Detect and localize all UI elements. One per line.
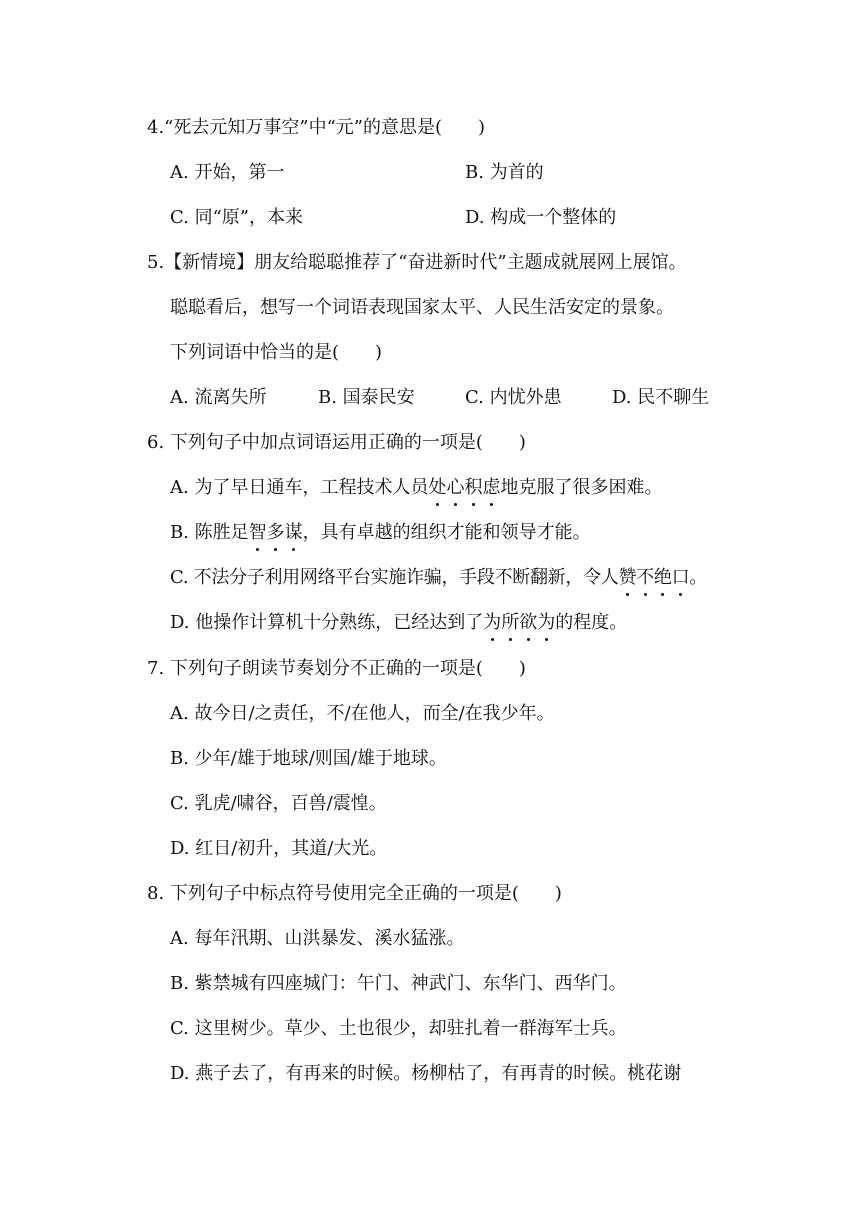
- emphasis-dotted-char: 绝: [653, 567, 672, 588]
- question-7-option-c: C. 乳虎/啸谷，百兽/震惶。: [170, 793, 387, 814]
- question-5-option-b: B. 国泰民安: [318, 387, 415, 408]
- option-text: A. 为了早日通车，工程技术人员: [170, 477, 429, 498]
- question-4-option-c: C. 同“原”，本来: [170, 207, 303, 228]
- question-7-option-a: A. 故今日/之责任，不/在他人，而全/在我少年。: [170, 703, 555, 724]
- emphasis-dotted-char: 虑: [482, 477, 501, 498]
- question-7-stem: 7. 下列句子朗读节奏划分不正确的一项是( ): [147, 658, 526, 679]
- emphasis-dotted-char: 多: [266, 522, 285, 543]
- question-5-option-d: D. 民不聊生: [612, 387, 710, 408]
- emphasis-dotted-char: 智: [248, 522, 267, 543]
- question-4-option-b: B. 为首的: [465, 162, 544, 183]
- option-text: 的程度。: [555, 612, 628, 633]
- question-5-stem-line-2: 聪聪看后，想写一个词语表现国家太平、人民生活安定的景象。: [170, 297, 674, 318]
- question-6-option-a: [170, 476, 662, 500]
- option-text: 地克服了很多困难。: [500, 477, 663, 498]
- question-5-option-c: C. 内忧外患: [465, 387, 562, 408]
- question-8-option-d: D. 燕子去了，有再来的时候。杨柳枯了，有再青的时候。桃花谢: [170, 1063, 682, 1084]
- emphasis-dotted-char: 为: [537, 612, 556, 633]
- emphasis-dotted-char: 处: [428, 477, 447, 498]
- emphasis-dotted-char: 积: [464, 477, 483, 498]
- question-7-option-d: D. 红日/初升，其道/大光。: [170, 838, 388, 859]
- option-text: B. 陈胜足: [170, 522, 249, 543]
- question-6-option-b: [170, 521, 591, 545]
- emphasis-dotted-char: 赞: [618, 567, 637, 588]
- question-8-option-a: A. 每年汛期、山洪暴发、溪水猛涨。: [170, 928, 465, 949]
- emphasis-dotted-char: 心: [446, 477, 465, 498]
- question-5-stem-line-3: 下列词语中恰当的是( ): [170, 342, 383, 363]
- option-text: 。: [689, 567, 707, 588]
- emphasis-dotted-char: 所: [501, 612, 520, 633]
- question-5-stem-line-1: 5.【新情境】朋友给聪聪推荐了“奋进新时代”主题成就展网上展馆。: [147, 252, 687, 273]
- question-6-option-c: [170, 566, 707, 590]
- emphasis-dotted-char: 口: [671, 567, 690, 588]
- question-6-option-d: [170, 611, 627, 635]
- option-text: D. 他操作计算机十分熟练，已经达到了: [170, 612, 484, 633]
- emphasis-dotted-char: 为: [483, 612, 502, 633]
- emphasis-dotted-char: 谋: [284, 522, 303, 543]
- question-8-option-c: C. 这里树少。草少、土也很少，却驻扎着一群海军士兵。: [170, 1018, 627, 1039]
- question-4-option-a: A. 开始，第一: [170, 162, 285, 183]
- question-5-option-a: A. 流离失所: [170, 387, 267, 408]
- question-8-stem: 8. 下列句子中标点符号使用完全正确的一项是( ): [147, 883, 562, 904]
- emphasis-dotted-char: 欲: [519, 612, 538, 633]
- question-4-option-d: D. 构成一个整体的: [465, 207, 617, 228]
- option-text: ，具有卓越的组织才能和领导才能。: [302, 522, 591, 543]
- question-7-option-b: B. 少年/雄于地球/则国/雄于地球。: [170, 748, 447, 769]
- question-6-stem: 6. 下列句子中加点词语运用正确的一项是( ): [147, 432, 526, 453]
- emphasis-dotted-char: 不: [636, 567, 654, 588]
- option-text: C. 不法分子利用网络平台实施诈骗，手段不断翻新，令人: [170, 567, 619, 588]
- question-8-option-b: B. 紫禁城有四座城门：午门、神武门、东华门、西华门。: [170, 973, 627, 994]
- question-4-stem: 4.“死去元知万事空”中“元”的意思是( ): [147, 117, 486, 138]
